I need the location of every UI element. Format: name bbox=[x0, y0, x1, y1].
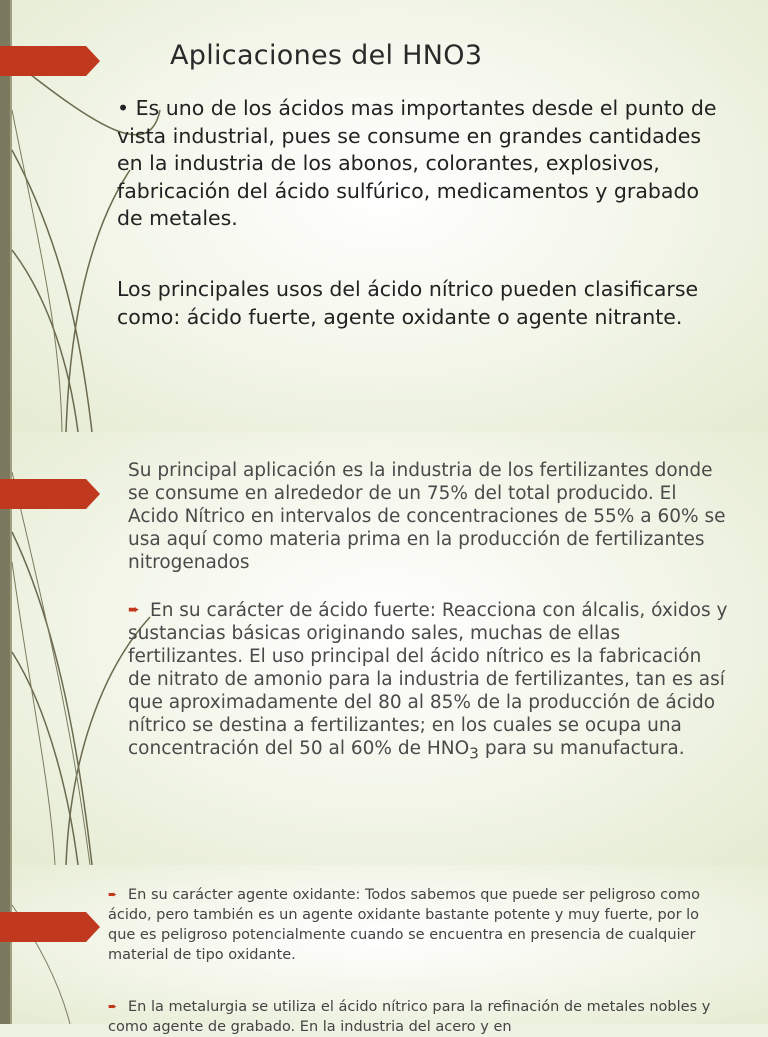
edge-bar bbox=[0, 865, 12, 1024]
arrow-bullet-icon: ➨ bbox=[108, 1000, 118, 1013]
slide-2 bbox=[0, 432, 768, 865]
bullet-text: En su carácter agente oxidante: Todos sabemos que puede ser peligroso como ácido, pero también es un agente oxidante bastante potente y muy fuerte, por lo que es peligroso potencialmente cuando se encuentra en presencia de cualquier material de tipo oxidante. bbox=[108, 887, 701, 963]
arrow-bullet-icon: ➨ bbox=[128, 602, 140, 618]
bullet-text: En la metalurgia se utiliza el ácido nítrico para la refinación de metales nobles y como agente de grabado. En la industria del acero y en bbox=[108, 999, 711, 1035]
arrow-bullet-icon: ➨ bbox=[108, 888, 118, 901]
oxidant-bullet bbox=[108, 885, 728, 965]
slide-1 bbox=[0, 0, 768, 432]
metallurgy-bullet bbox=[108, 997, 728, 1037]
slide-3 bbox=[0, 865, 768, 1035]
bullet-text: En su carácter de ácido fuerte: Reacciona con álcalis, óxidos y sustancias básicas originando sales, muchas de ellas fertilizantes. El uso principal del ácido nítrico es la fabricación de nitrato de amonio para la industria de fertilizantes, tan es así que aproximadamente del 80 al 85% de la producción de ácido nítrico se destina a fertilizantes; en los cuales se ocupa una concentración del 50 al 60% de HNO bbox=[128, 600, 728, 759]
subscript: 3 bbox=[469, 744, 479, 763]
section-banner bbox=[0, 912, 100, 942]
fertilizer-paragraph: Su principal aplicación es la industria de los fertilizantes donde se consume en alrededor de un 75% del total producido. El Acido Nítrico en intervalos de concentraciones de 55% a 60% se usa aquí como materia prima en la producción de fertilizantes nitrogenados bbox=[128, 460, 726, 573]
slide-title: Aplicaciones del HNO3 bbox=[170, 40, 483, 71]
strong-acid-bullet bbox=[128, 599, 728, 766]
uses-paragraph: Los principales usos del ácido nítrico pueden clasificarse como: ácido fuerte, agente oxidante o agente nitrante. bbox=[117, 277, 699, 329]
title-banner bbox=[0, 46, 100, 76]
bullet-tail: para su manufactura. bbox=[478, 738, 685, 759]
section-banner bbox=[0, 479, 100, 509]
bullet-paragraph: • Es uno de los ácidos mas importantes desde el punto de vista industrial, pues se consume en grandes cantidades en la industria de los abonos, colorantes, explosivos, fabricación del ácido sulfúrico, medicamentos y grabado de metales. bbox=[117, 96, 717, 230]
